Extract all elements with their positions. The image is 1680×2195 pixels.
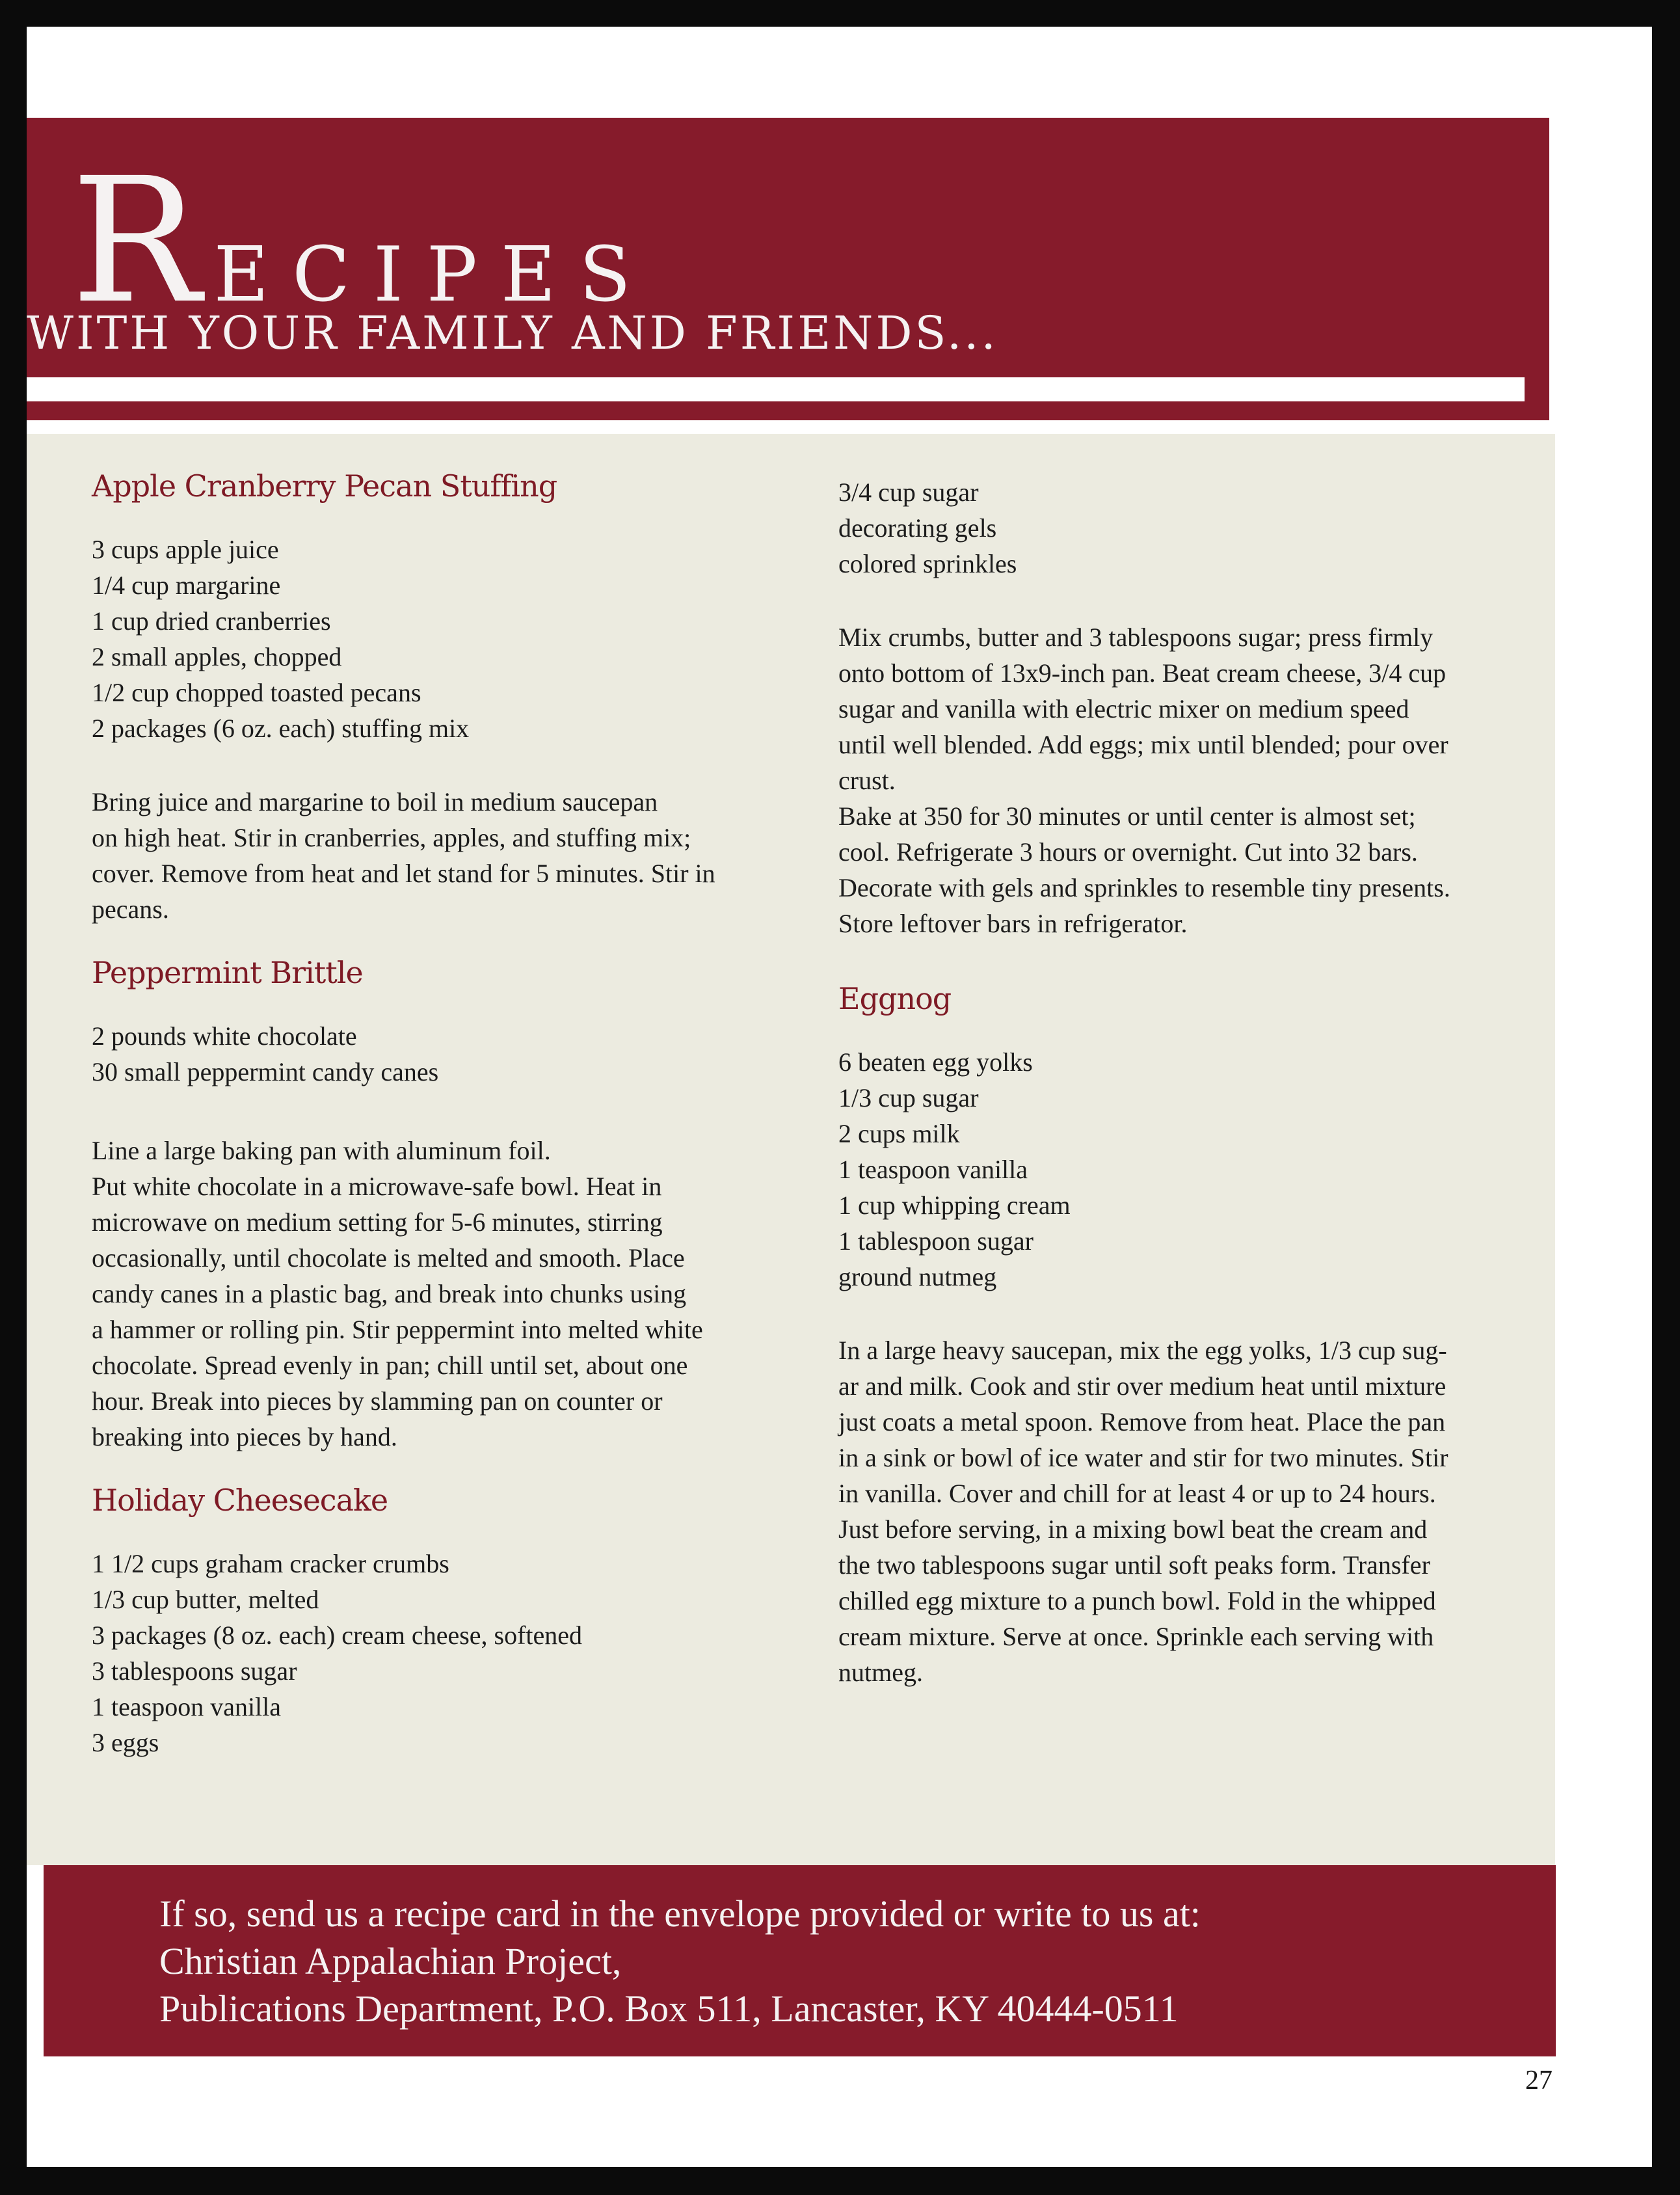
directions-eggnog (838, 1332, 1580, 1690)
left-column (92, 466, 859, 1760)
footer-banner (44, 1865, 1556, 2056)
page-title (71, 141, 654, 342)
direction-line: occasionally, until chocolate is melted and smooth. Place (92, 1243, 685, 1273)
direction-line: in a sink or bowl of ice water and stir for two minutes. Stir (838, 1443, 1448, 1472)
ingredient-item: 1 1/2 cups graham cracker crumbs (92, 1549, 449, 1578)
recipe-title-stuffing: Apple Cranberry Pecan Stuffing (92, 468, 557, 504)
direction-line: nutmeg. (838, 1658, 923, 1687)
direction-line: cool. Refrigerate 3 hours or overnight. Cut into 32 bars. (838, 837, 1418, 867)
ingredient-item: 1/4 cup margarine (92, 571, 281, 600)
directions-stuffing (92, 784, 859, 927)
direction-line: a hammer or rolling pin. Stir peppermint into melted white (92, 1315, 703, 1344)
banner-divider-bar (27, 377, 1525, 401)
ingredient-item: 2 packages (6 oz. each) stuffing mix (92, 714, 470, 743)
header-banner (27, 118, 1549, 420)
direction-line: onto bottom of 13x9-inch pan. Beat cream cheese, 3/4 cup (838, 658, 1447, 688)
page-number: 27 (1525, 2066, 1553, 2095)
right-column (838, 474, 1580, 1690)
direction-line: chilled egg mixture to a punch bowl. Fold in the whipped (838, 1586, 1436, 1615)
ingredient-item: 1/3 cup sugar (838, 1083, 979, 1112)
ingredient-item: 1/2 cup chopped toasted pecans (92, 678, 421, 707)
direction-line: Mix crumbs, butter and 3 tablespoons sugar; press firmly (838, 623, 1433, 652)
ingredient-list-cheesecake (92, 1546, 859, 1760)
direction-line: microwave on medium setting for 5-6 minutes, stirring (92, 1207, 663, 1237)
ingredient-item: 1 cup whipping cream (838, 1191, 1071, 1220)
direction-line: sugar and vanilla with electric mixer on medium speed (838, 694, 1409, 723)
ingredient-item: 1 teaspoon vanilla (92, 1692, 282, 1721)
direction-line: cover. Remove from heat and let stand for 5 minutes. Stir in (92, 859, 715, 888)
direction-line: In a large heavy saucepan, mix the egg yolks, 1/3 cup sug- (838, 1336, 1447, 1365)
direction-line: Store leftover bars in refrigerator. (838, 909, 1188, 938)
direction-line: just coats a metal spoon. Remove from heat. Place the pan (838, 1407, 1446, 1436)
ingredient-item: decorating gels (838, 513, 997, 543)
direction-line: pecans. (92, 895, 169, 924)
recipe-title-eggnog: Eggnog (838, 981, 952, 1016)
direction-line: Line a large baking pan with aluminum foil. (92, 1136, 551, 1165)
recipe-title-brittle: Peppermint Brittle (92, 955, 363, 990)
ingredient-list-cheesecake-continued (838, 474, 1580, 582)
direction-line: Just before serving, in a mixing bowl beat the cream and (838, 1515, 1428, 1544)
page-subtitle: WITH YOUR FAMILY AND FRIENDS... (27, 306, 998, 360)
ingredient-item: 2 pounds white chocolate (92, 1021, 357, 1051)
ingredient-item: 1/3 cup butter, melted (92, 1585, 319, 1614)
direction-line: chocolate. Spread evenly in pan; chill until set, about one (92, 1351, 688, 1380)
ingredient-item: 3/4 cup sugar (838, 478, 979, 507)
directions-cheesecake (838, 619, 1580, 941)
recipe-title-cheesecake: Holiday Cheesecake (92, 1483, 388, 1518)
ingredient-item: 1 tablespoon sugar (838, 1226, 1033, 1256)
ingredient-item: ground nutmeg (838, 1262, 997, 1291)
direction-line: Decorate with gels and sprinkles to resemble tiny presents. (838, 873, 1450, 902)
title-initial: R (71, 141, 214, 342)
title-rest: ecipes (213, 201, 654, 326)
direction-line: Bake at 350 for 30 minutes or until center is almost set; (838, 801, 1416, 831)
direction-line: until well blended. Add eggs; mix until blended; pour over (838, 730, 1448, 759)
footer-line-1: If so, send us a recipe card in the envelope provided or write to us at: (159, 1892, 1201, 1935)
ingredient-item: 2 small apples, chopped (92, 642, 342, 671)
directions-brittle (92, 1133, 859, 1455)
direction-line: Bring juice and margarine to boil in medium saucepan (92, 787, 658, 816)
ingredient-item: 3 eggs (92, 1728, 159, 1757)
footer-line-3: Publications Department, P.O. Box 511, Lancaster, KY 40444-0511 (159, 1987, 1179, 2030)
direction-line: breaking into pieces by hand. (92, 1422, 397, 1451)
ingredient-list-stuffing (92, 532, 859, 746)
footer-address-block (159, 1890, 1201, 2032)
ingredient-item: 3 packages (8 oz. each) cream cheese, softened (92, 1621, 583, 1650)
direction-line: the two tablespoons sugar until soft peaks form. Transfer (838, 1550, 1430, 1580)
ingredient-list-brittle (92, 1018, 859, 1090)
ingredient-item: 2 cups milk (838, 1119, 960, 1148)
ingredient-item: colored sprinkles (838, 549, 1017, 578)
direction-line: candy canes in a plastic bag, and break into chunks using (92, 1279, 687, 1308)
ingredient-item: 30 small peppermint candy canes (92, 1057, 439, 1086)
direction-line: hour. Break into pieces by slamming pan on counter or (92, 1386, 663, 1416)
ingredient-item: 3 cups apple juice (92, 535, 279, 564)
ingredient-item: 3 tablespoons sugar (92, 1656, 297, 1686)
recipe-content (27, 434, 1555, 1865)
ingredient-list-eggnog (838, 1044, 1580, 1295)
direction-line: crust. (838, 766, 896, 795)
direction-line: on high heat. Stir in cranberries, apples, and stuffing mix; (92, 823, 691, 852)
direction-line: in vanilla. Cover and chill for at least 4 or up to 24 hours. (838, 1479, 1436, 1508)
direction-line: Put white chocolate in a microwave-safe bowl. Heat in (92, 1172, 662, 1201)
direction-line: cream mixture. Serve at once. Sprinkle each serving with (838, 1622, 1434, 1651)
ingredient-item: 6 beaten egg yolks (838, 1047, 1033, 1077)
ingredient-item: 1 cup dried cranberries (92, 606, 331, 636)
ingredient-item: 1 teaspoon vanilla (838, 1155, 1028, 1184)
footer-line-2: Christian Appalachian Project, (159, 1940, 622, 1982)
direction-line: ar and milk. Cook and stir over medium heat until mixture (838, 1371, 1447, 1401)
